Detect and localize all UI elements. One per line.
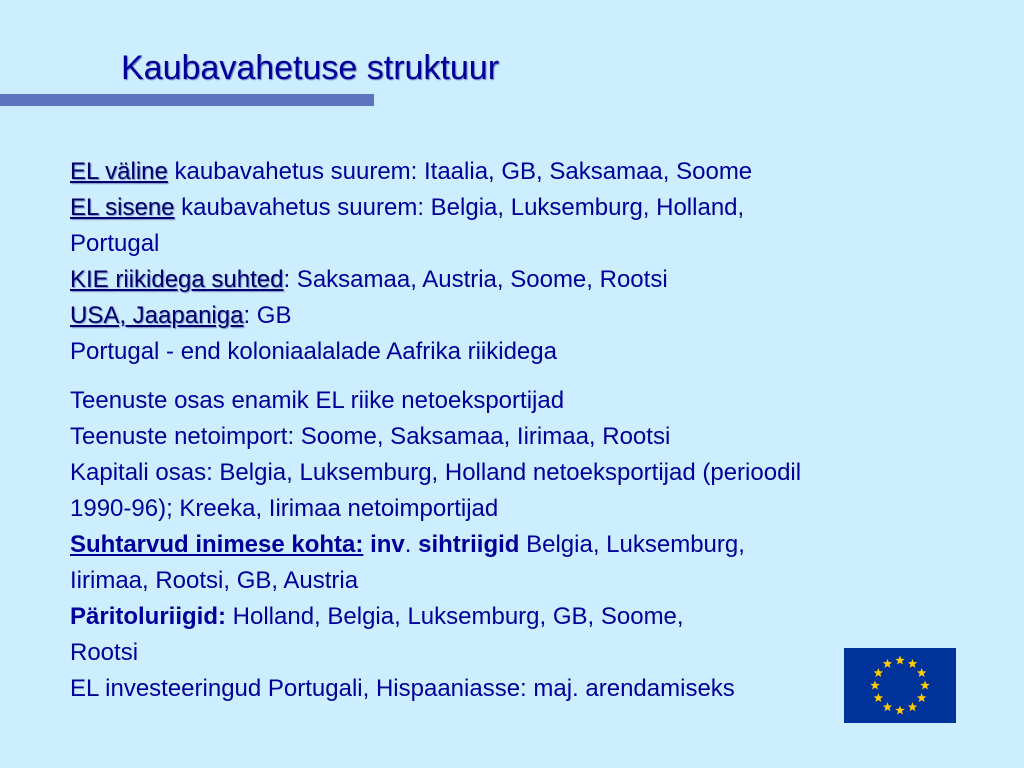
line-el-sisene <box>70 191 950 224</box>
line-paritoluriigid-continued: Rootsi <box>70 639 139 666</box>
line-el-investeeringud: EL investeeringud Portugali, Hispaaniasse: maj. arendamiseks <box>70 675 735 702</box>
line-suhtarvud-continued: Iirimaa, Rootsi, GB, Austria <box>70 567 359 594</box>
label-kie: KIE riikidega suhted <box>70 266 284 293</box>
text-el-sisene: kaubavahetus suurem: Belgia, Luksemburg, Holland, <box>174 194 745 221</box>
label-el-valine: EL väline <box>70 158 168 185</box>
line-portugal: Portugal - end koloniaalalade Aafrika riikidega <box>70 338 557 365</box>
line-kie <box>70 263 950 296</box>
label-suhtarvud: Suhtarvud inimese kohta: <box>70 531 364 558</box>
line-kapitali-osas-continued: 1990-96); Kreeka, Iirimaa netoimportijad <box>70 495 499 522</box>
line-kapitali-osas: Kapitali osas: Belgia, Luksemburg, Holland netoeksportijad (perioodil <box>70 459 802 486</box>
text-el-valine: kaubavahetus suurem: Itaalia, GB, Saksamaa, Soome <box>167 158 753 185</box>
eu-flag-icon <box>844 648 956 723</box>
line-teenuste-osas: Teenuste osas enamik EL riike netoeksportijad <box>70 387 565 414</box>
text-sep: . <box>404 531 412 558</box>
label-el-sisene: EL sisene <box>70 194 175 221</box>
label-sihtriigid: sihtriigid <box>418 531 520 558</box>
label-usa-jaapan: USA, Jaapaniga <box>70 302 244 329</box>
text-paritoluriigid: Holland, Belgia, Luksemburg, GB, Soome, <box>226 603 684 630</box>
line-usa-jaapan <box>70 299 950 332</box>
slide-content <box>70 155 950 708</box>
text-usa-jaapan: : GB <box>243 302 292 329</box>
label-inv: inv <box>370 531 405 558</box>
slide-title: Kaubavahetuse struktuur <box>121 49 500 87</box>
line-teenuste-netoimport: Teenuste netoimport: Soome, Saksamaa, Iirimaa, Rootsi <box>70 423 671 450</box>
title-underline-bar <box>0 94 374 106</box>
text-kie: : Saksamaa, Austria, Soome, Rootsi <box>283 266 668 293</box>
line-paritoluriigid <box>70 600 950 633</box>
line-el-sisene-continued: Portugal <box>70 230 160 257</box>
text-suhtarvud: Belgia, Luksemburg, <box>519 531 745 558</box>
line-el-valine <box>70 155 950 188</box>
label-paritoluriigid: Päritoluriigid: <box>70 603 226 630</box>
line-suhtarvud <box>70 528 950 561</box>
